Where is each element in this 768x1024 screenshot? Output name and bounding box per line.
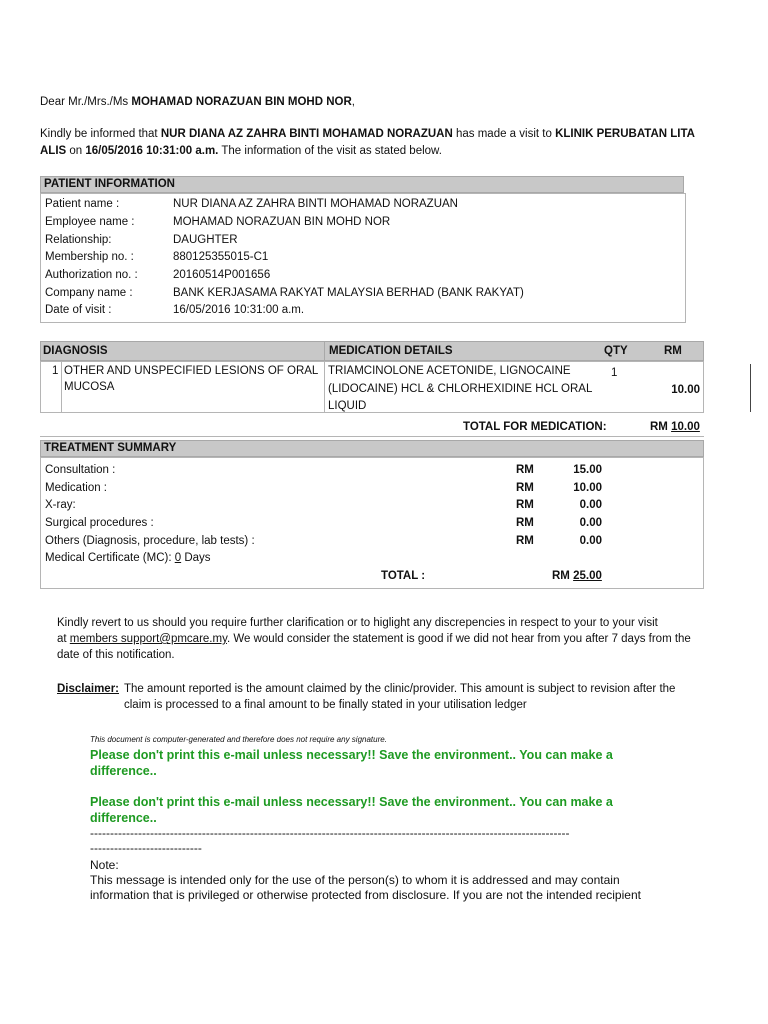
environment-note-2-cont: difference..	[90, 811, 157, 825]
greeting	[40, 94, 355, 110]
patient-label: Employee name :	[45, 216, 135, 228]
medication-details-header: MEDICATION DETAILS	[329, 345, 453, 357]
divider	[40, 436, 704, 437]
treatment-label: Others (Diagnosis, procedure, lab tests) :	[45, 535, 255, 547]
intro-clinic: KLINIK PERUBATAN LITA	[555, 128, 695, 140]
mc-row	[45, 550, 211, 566]
disclaimer-line-2: claim is processed to a final amount to be finally stated in your utilisation ledger	[124, 699, 527, 711]
environment-note-1-cont: difference..	[90, 764, 157, 778]
scroll-indicator[interactable]	[750, 364, 751, 412]
note-label: Note:	[90, 858, 119, 872]
revert-line-2	[57, 631, 691, 647]
intro-datetime: 16/05/2016 10:31:00 a.m.	[85, 145, 219, 157]
intro-line-2	[40, 143, 442, 159]
total-medication-value	[650, 419, 700, 435]
environment-note-1: Please don't print this e-mail unless necessary!! Save the environment.. You can make a	[90, 748, 613, 762]
mc-unit: Days	[181, 552, 211, 564]
separator-line-1: ------------------------------------------------------------------------------------------------------------------------	[90, 826, 570, 840]
intro-text: on	[66, 145, 86, 157]
treatment-amount: 0.00	[579, 499, 602, 511]
note-line-1: This message is intended only for the use of the person(s) to whom it is addressed and may contain	[90, 873, 620, 887]
rm-header: RM	[664, 345, 682, 357]
treatment-amount: 15.00	[573, 464, 602, 476]
greeting-suffix: ,	[351, 96, 355, 108]
patient-label: Membership no. :	[45, 251, 134, 263]
intro-clinic-cont: ALIS	[40, 145, 67, 157]
computer-generated-note: This document is computer-generated and therefore does not require any signature.	[90, 735, 387, 744]
medication-text: TRIAMCINOLONE ACETONIDE, LIGNOCAINE	[328, 365, 571, 377]
diagnosis-text: OTHER AND UNSPECIFIED LESIONS OF ORAL	[64, 365, 319, 377]
treatment-label: Medication :	[45, 482, 108, 494]
treatment-amount: 0.00	[579, 535, 602, 547]
treatment-currency: RM	[516, 464, 534, 476]
mc-label: Medical Certificate (MC):	[45, 552, 175, 564]
treatment-label: X-ray:	[45, 499, 76, 511]
index-divider	[61, 361, 62, 413]
separator-line-2: ----------------------------	[90, 841, 202, 855]
treatment-total-label: TOTAL :	[381, 570, 426, 582]
currency: RM	[552, 570, 574, 582]
treatment-summary-heading: TREATMENT SUMMARY	[40, 440, 704, 457]
patient-label: Relationship:	[45, 234, 112, 246]
patient-value: 16/05/2016 10:31:00 a.m.	[173, 304, 305, 316]
header-divider	[324, 341, 325, 361]
treatment-currency: RM	[516, 482, 534, 494]
treatment-currency: RM	[516, 517, 534, 529]
intro-text: The information of the visit as stated below.	[218, 145, 442, 157]
treatment-label: Consultation :	[45, 464, 116, 476]
intro-patient: NUR DIANA AZ ZAHRA BINTI MOHAMAD NORAZUAN	[160, 128, 453, 140]
item-amount: 10.00	[671, 384, 700, 396]
revert-text: at	[57, 633, 70, 645]
patient-value: DAUGHTER	[173, 234, 238, 246]
mc-value: 0	[174, 552, 182, 564]
item-index: 1	[52, 365, 59, 377]
treatment-total	[552, 568, 602, 584]
item-qty: 1	[611, 367, 618, 379]
patient-info-box	[40, 193, 686, 323]
medication-text: (LIDOCAINE) HCL & CHLORHEXIDINE HCL ORAL	[328, 383, 593, 395]
diagnosis-header: DIAGNOSIS	[43, 345, 108, 357]
treatment-amount: 10.00	[573, 482, 602, 494]
greeting-name: MOHAMAD NORAZUAN BIN MOHD NOR	[131, 96, 352, 108]
note-line-2: information that is privileged or otherwise protected from disclosure. If you are not the intended recipient	[90, 888, 641, 902]
total-medication-amount: 10.00	[671, 421, 700, 433]
intro-text: Kindly be informed that	[40, 128, 161, 140]
intro-line-1	[40, 126, 695, 142]
disclaimer-line-1: The amount reported is the amount claimed by the clinic/provider. This amount is subject to revision after the	[124, 683, 676, 695]
patient-label: Patient name :	[45, 198, 120, 210]
treatment-currency: RM	[516, 535, 534, 547]
support-email-link[interactable]: members support@pmcare.my	[69, 633, 227, 645]
revert-text: . We would consider the statement is good if we did not hear from you after 7 days from the	[226, 633, 691, 645]
intro-text: has made a visit to	[452, 128, 556, 140]
patient-value: 20160514P001656	[173, 269, 271, 281]
details-divider	[324, 361, 325, 413]
treatment-currency: RM	[516, 499, 534, 511]
diagnosis-text: MUCOSA	[64, 381, 115, 393]
patient-value: BANK KERJASAMA RAKYAT MALAYSIA BERHAD (BANK RAKYAT)	[173, 287, 524, 299]
total-medication-label: TOTAL FOR MEDICATION:	[463, 421, 607, 433]
patient-value: 880125355015-C1	[173, 251, 269, 263]
treatment-total-amount: 25.00	[573, 570, 602, 582]
patient-label: Date of visit :	[45, 304, 112, 316]
patient-value: MOHAMAD NORAZUAN BIN MOHD NOR	[173, 216, 391, 228]
revert-line-3: date of this notification.	[57, 649, 175, 661]
revert-line-1: Kindly revert to us should you require further clarification or to higlight any discrepencies in respect to your to your visit	[57, 617, 658, 629]
currency: RM	[650, 421, 672, 433]
patient-info-heading: PATIENT INFORMATION	[40, 176, 684, 193]
disclaimer-label: Disclaimer:	[57, 683, 120, 695]
patient-label: Company name :	[45, 287, 133, 299]
qty-header: QTY	[604, 345, 628, 357]
patient-value: NUR DIANA AZ ZAHRA BINTI MOHAMAD NORAZUAN	[173, 198, 458, 210]
medication-text: LIQUID	[328, 400, 367, 412]
greeting-prefix: Dear Mr./Mrs./Ms	[40, 96, 132, 108]
treatment-amount: 0.00	[579, 517, 602, 529]
patient-label: Authorization no. :	[45, 269, 138, 281]
environment-note-2: Please don't print this e-mail unless necessary!! Save the environment.. You can make a	[90, 795, 613, 809]
treatment-label: Surgical procedures :	[45, 517, 154, 529]
